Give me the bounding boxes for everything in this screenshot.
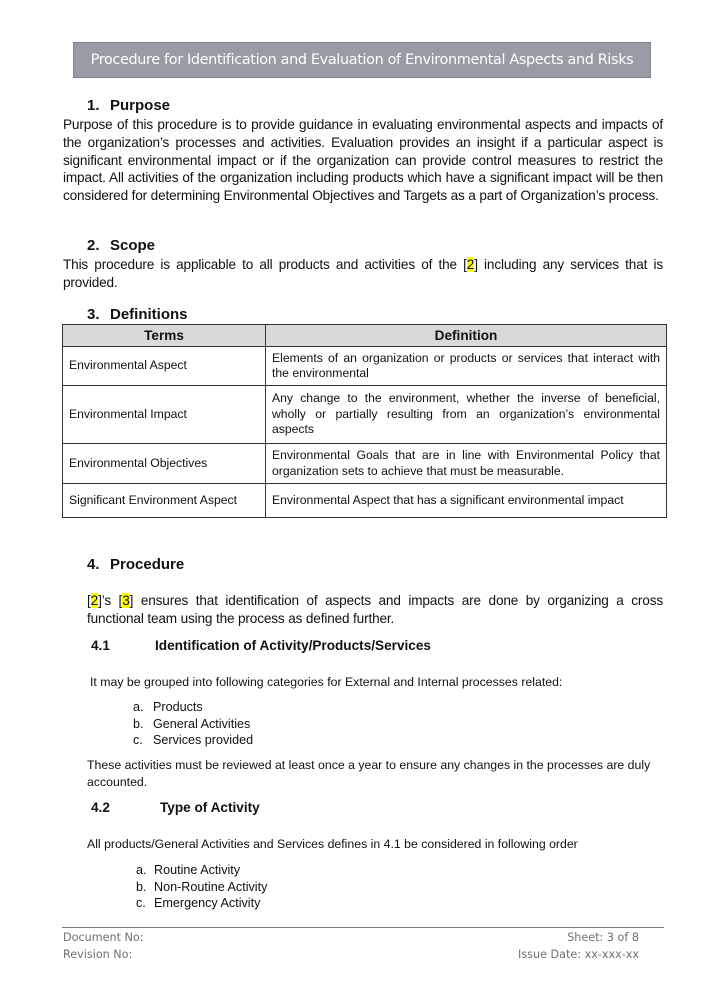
list-item xyxy=(133,732,253,749)
document-number-label: Document No: xyxy=(63,931,144,944)
section-title: Procedure xyxy=(110,556,185,573)
list-label: a. xyxy=(133,700,144,714)
section-title: Scope xyxy=(110,237,156,254)
subsection-number: 4.2 xyxy=(91,800,110,815)
term-cell: Environmental Aspect xyxy=(63,347,266,386)
definition-cell: Environmental Goals that are in line with Environmental Policy that organization sets to achieve that must be measurable. xyxy=(266,444,667,484)
definition-cell: Elements of an organization or products or services that interact with the environmental xyxy=(266,347,667,386)
procedure-text-mid: ]’s [ xyxy=(98,593,123,608)
document-title: Procedure for Identification and Evaluation of Environmental Aspects and Risks xyxy=(90,52,634,68)
placeholder-field[interactable]: 2 xyxy=(90,593,99,608)
subsection-heading-4-2 xyxy=(91,800,260,815)
scope-text-end: ] including any services that is provided. xyxy=(63,257,663,290)
activity-type-list xyxy=(136,862,267,912)
table-row xyxy=(63,484,667,518)
table-row xyxy=(63,386,667,444)
list-text: Products xyxy=(153,700,203,714)
section-number: 2. xyxy=(87,237,100,254)
definition-cell: Any change to the environment, whether the inverse of beneficial, wholly or partially resulting from an organization’s environmental aspects xyxy=(266,386,667,444)
subsection-number: 4.1 xyxy=(91,638,110,653)
sheet-number: Sheet: 3 of 8 xyxy=(567,931,639,944)
list-text: Emergency Activity xyxy=(154,896,261,910)
scope-text-start: This procedure is applicable to all products and activities of the [ xyxy=(63,257,467,272)
subsection-title: Identification of Activity/Products/Services xyxy=(155,638,431,653)
revision-number-label: Revision No: xyxy=(63,948,133,961)
list-item xyxy=(136,879,267,896)
section-heading-purpose xyxy=(87,97,170,114)
purpose-paragraph: Purpose of this procedure is to provide guidance in evaluating environmental aspects and impacts of the organization’s processes and activities. Evaluation provides an insight if a particular aspect is significant environmental impact or if the organization can provide control measures to restrict the impact. All activities of the organization including products which have a significant impact will be then considered for determining Environmental Objectives and Targets as a part of Organization’s process. xyxy=(63,117,663,204)
section-title: Purpose xyxy=(110,97,171,114)
placeholder-field[interactable]: 2 xyxy=(466,257,475,272)
list-label: c. xyxy=(133,733,143,747)
subsection-4-2-intro: All products/General Activities and Services defines in 4.1 be considered in following order xyxy=(87,837,578,851)
column-header-terms: Terms xyxy=(63,325,266,347)
table-row xyxy=(63,347,667,386)
list-label: c. xyxy=(136,896,146,910)
column-header-definition: Definition xyxy=(266,325,667,347)
definitions-table xyxy=(62,324,667,518)
list-label: b. xyxy=(133,716,144,731)
list-label: a. xyxy=(136,863,147,877)
procedure-intro-paragraph xyxy=(87,592,663,628)
definition-cell: Environmental Aspect that has a significant environmental impact xyxy=(266,484,667,518)
scope-paragraph xyxy=(63,256,663,292)
list-text: Services provided xyxy=(153,733,254,747)
list-item xyxy=(136,895,267,912)
list-item xyxy=(133,699,253,716)
subsection-title: Type of Activity xyxy=(160,800,260,815)
document-title-banner xyxy=(73,42,651,78)
section-number: 3. xyxy=(87,306,100,323)
section-number: 4. xyxy=(87,556,100,573)
subsection-4-1-intro: It may be grouped into following categories for External and Internal processes related: xyxy=(90,675,563,689)
list-text: Routine Activity xyxy=(154,863,241,877)
placeholder-field[interactable]: 3 xyxy=(122,593,130,608)
table-header-row xyxy=(63,325,667,347)
section-heading-procedure xyxy=(87,556,184,573)
issue-date: Issue Date: xx-xxx-xx xyxy=(518,948,639,961)
term-cell: Significant Environment Aspect xyxy=(63,484,266,518)
footer-divider xyxy=(62,927,664,928)
footer-right xyxy=(518,929,639,963)
list-label: b. xyxy=(136,879,147,894)
section-title: Definitions xyxy=(110,306,188,323)
table-row xyxy=(63,444,667,484)
bracket: [ xyxy=(87,593,91,608)
section-heading-definitions xyxy=(87,306,188,323)
section-number: 1. xyxy=(87,97,100,114)
category-list xyxy=(133,699,253,749)
section-heading-scope xyxy=(87,237,155,254)
term-cell: Environmental Impact xyxy=(63,386,266,444)
subsection-4-1-note: These activities must be reviewed at least once a year to ensure any changes in the processes are duly accounted. xyxy=(87,758,651,789)
footer-left xyxy=(63,929,144,963)
list-item xyxy=(136,862,267,879)
list-text: General Activities xyxy=(153,716,251,731)
procedure-text-rest: ] ensures that identification of aspects and impacts are done by organizing a cross functional team using the process as defined further. xyxy=(87,593,663,626)
list-text: Non-Routine Activity xyxy=(154,879,268,894)
list-item xyxy=(133,716,253,733)
subsection-heading-4-1 xyxy=(91,638,431,653)
term-cell: Environmental Objectives xyxy=(63,444,266,484)
